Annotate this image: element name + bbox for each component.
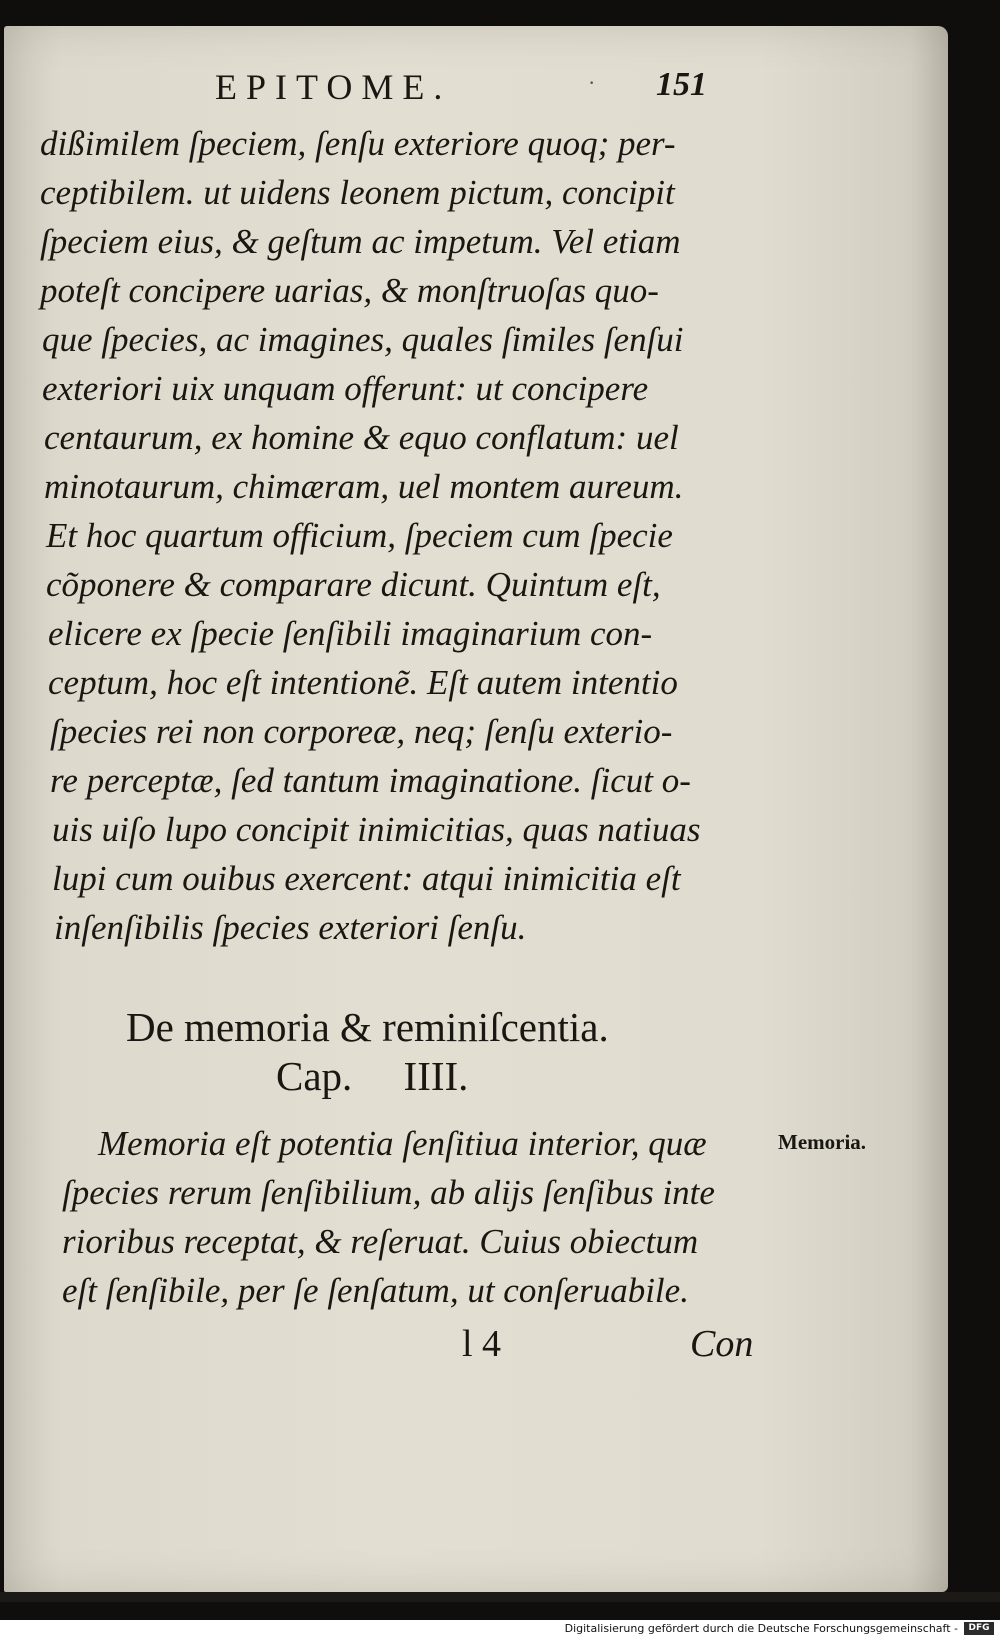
body-line: ceptibilem. ut uidens leonem pictum, concipit xyxy=(40,173,675,212)
chapter-number: Cap. IIII. xyxy=(276,1053,469,1099)
body-line: elicere ex ſpecie ſenſibili imaginarium con- xyxy=(48,614,653,653)
body-line: dißimilem ſpeciem, ſenſu exteriore quoq; per- xyxy=(40,124,676,163)
body-line: minotaurum, chimæram, uel montem aureum. xyxy=(44,467,684,506)
body-line: ſpeciem eius, & geſtum ac impetum. Vel etiam xyxy=(40,222,681,261)
body-line: inſenſibilis ſpecies exteriori ſenſu. xyxy=(54,908,527,947)
body-line: ceptum, hoc eſt intentionẽ. Eſt autem intentio xyxy=(48,663,678,702)
chapter-line: Memoria eſt potentia ſenſitiua interior, quæ xyxy=(98,1124,707,1163)
margin-note: Memoria. xyxy=(778,1130,867,1154)
running-head-mark: · xyxy=(588,70,596,95)
page-number: 151 xyxy=(656,66,707,103)
dfg-logo-icon: DFG xyxy=(964,1622,994,1635)
scan-bottom-edge xyxy=(0,1592,1000,1602)
body-line: uis uiſo lupo concipit inimicitias, quas natiuas xyxy=(52,810,701,849)
body-line: Et hoc quartum officium, ſpeciem cum ſpecie xyxy=(46,516,673,555)
funding-credit: Digitalisierung gefördert durch die Deutsche Forschungsgemeinschaft - xyxy=(564,1622,958,1635)
running-head: EPITOME. xyxy=(215,67,452,107)
body-line: re perceptæ, ſed tantum imaginatione. ſicut o- xyxy=(50,761,691,800)
chapter-title: De memoria & reminiſcentia. xyxy=(126,1004,609,1050)
body-line: exteriori uix unquam offerunt: ut concipere xyxy=(42,369,649,408)
catchword: Con xyxy=(690,1323,754,1365)
body-line: centaurum, ex homine & equo conflatum: uel xyxy=(44,418,679,457)
chapter-line: eſt ſenſibile, per ſe ſenſatum, ut conſeruabile. xyxy=(62,1271,689,1310)
chapter-line: ſpecies rerum ſenſibilium, ab alijs ſenſibus inte xyxy=(62,1173,715,1212)
signature-mark: l 4 xyxy=(462,1323,502,1365)
body-line: ſpecies rei non corporeæ, neq; ſenſu exterio- xyxy=(50,712,673,751)
body-line: lupi cum ouibus exercent: atqui inimicitia eſt xyxy=(52,859,681,898)
body-line: que ſpecies, ac imagines, quales ſimiles ſenſui xyxy=(42,320,684,359)
body-line: cõponere & comparare dicunt. Quintum eſt, xyxy=(46,565,661,604)
body-line: poteſt concipere uarias, & monſtruoſas quo- xyxy=(40,271,659,310)
chapter-line: rioribus receptat, & reſeruat. Cuius obiectum xyxy=(62,1222,699,1261)
